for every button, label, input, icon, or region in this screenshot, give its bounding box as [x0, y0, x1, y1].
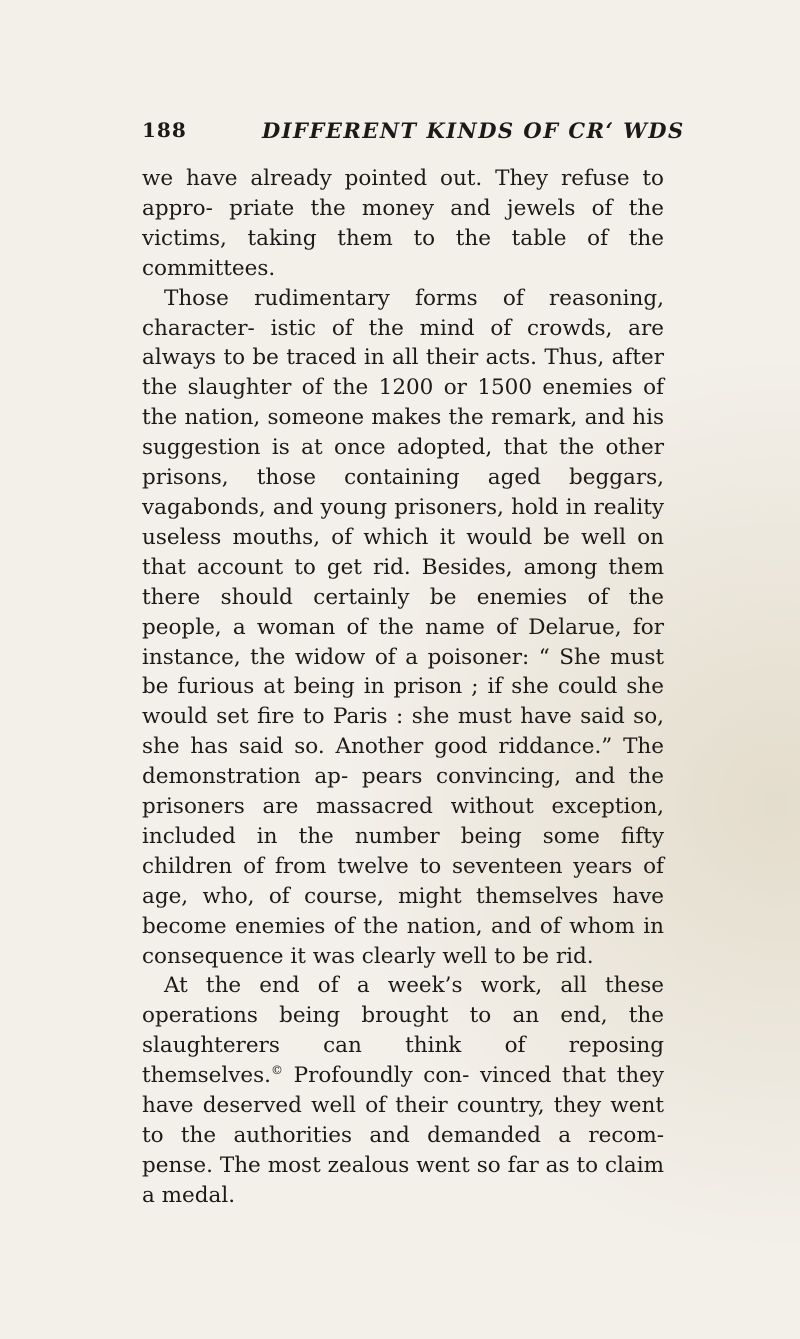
paragraph-2: Those rudimentary forms of reasoning, character- istic of the mind of crowds, are always to be traced in all their acts. Thus, after the slaughter of the 1200 or 1500 enemies of the nation, someone makes the remark, and his suggestion is at once adopted, that the other prisons, those containing aged beggars, vagabonds, and young prisoners, hold in reality useless mouths, of which it would be well on that account to get rid. Besides, among them there should certainly be enemies of the people, a woman of the name of Delarue, for instance, the widow of a poisoner: “ She must be furious at being in prison ; if she could she would set fire to Paris : she must have said so, she has said so. Another good riddance.” The demonstration ap- pears convincing, and the prisoners are massacred without exception, included in the number being some fifty children of from twelve to seventeen years of age, who, of course, might themselves have become enemies of the nation, and of whom in consequence it was clearly well to be rid. — [142, 285, 664, 969]
page-header — [142, 118, 685, 148]
running-head: DIFFERENT KINDS OF CR‘ WDS — [262, 118, 685, 143]
paragraph-1: we have already pointed out. They refuse to appro- priate the money and jewels of the victims, taking them to the table of the committees. — [142, 166, 664, 281]
paragraph-3 — [142, 971, 664, 1210]
paragraph-3-text-after: Profoundly con- vinced that they have deserved well of their country, they went to the authorities and demanded a recom- pense. The most zealous went so far as to claim a medal. — [142, 1063, 664, 1208]
paragraph-3-text-before: At the end of a week’s work, all these operations being brought to an end, the slaughterers can think of reposing themselves. — [142, 973, 664, 1089]
footnote-mark: © — [270, 1063, 283, 1078]
page-number: 188 — [142, 118, 187, 142]
body-text — [142, 164, 664, 1211]
